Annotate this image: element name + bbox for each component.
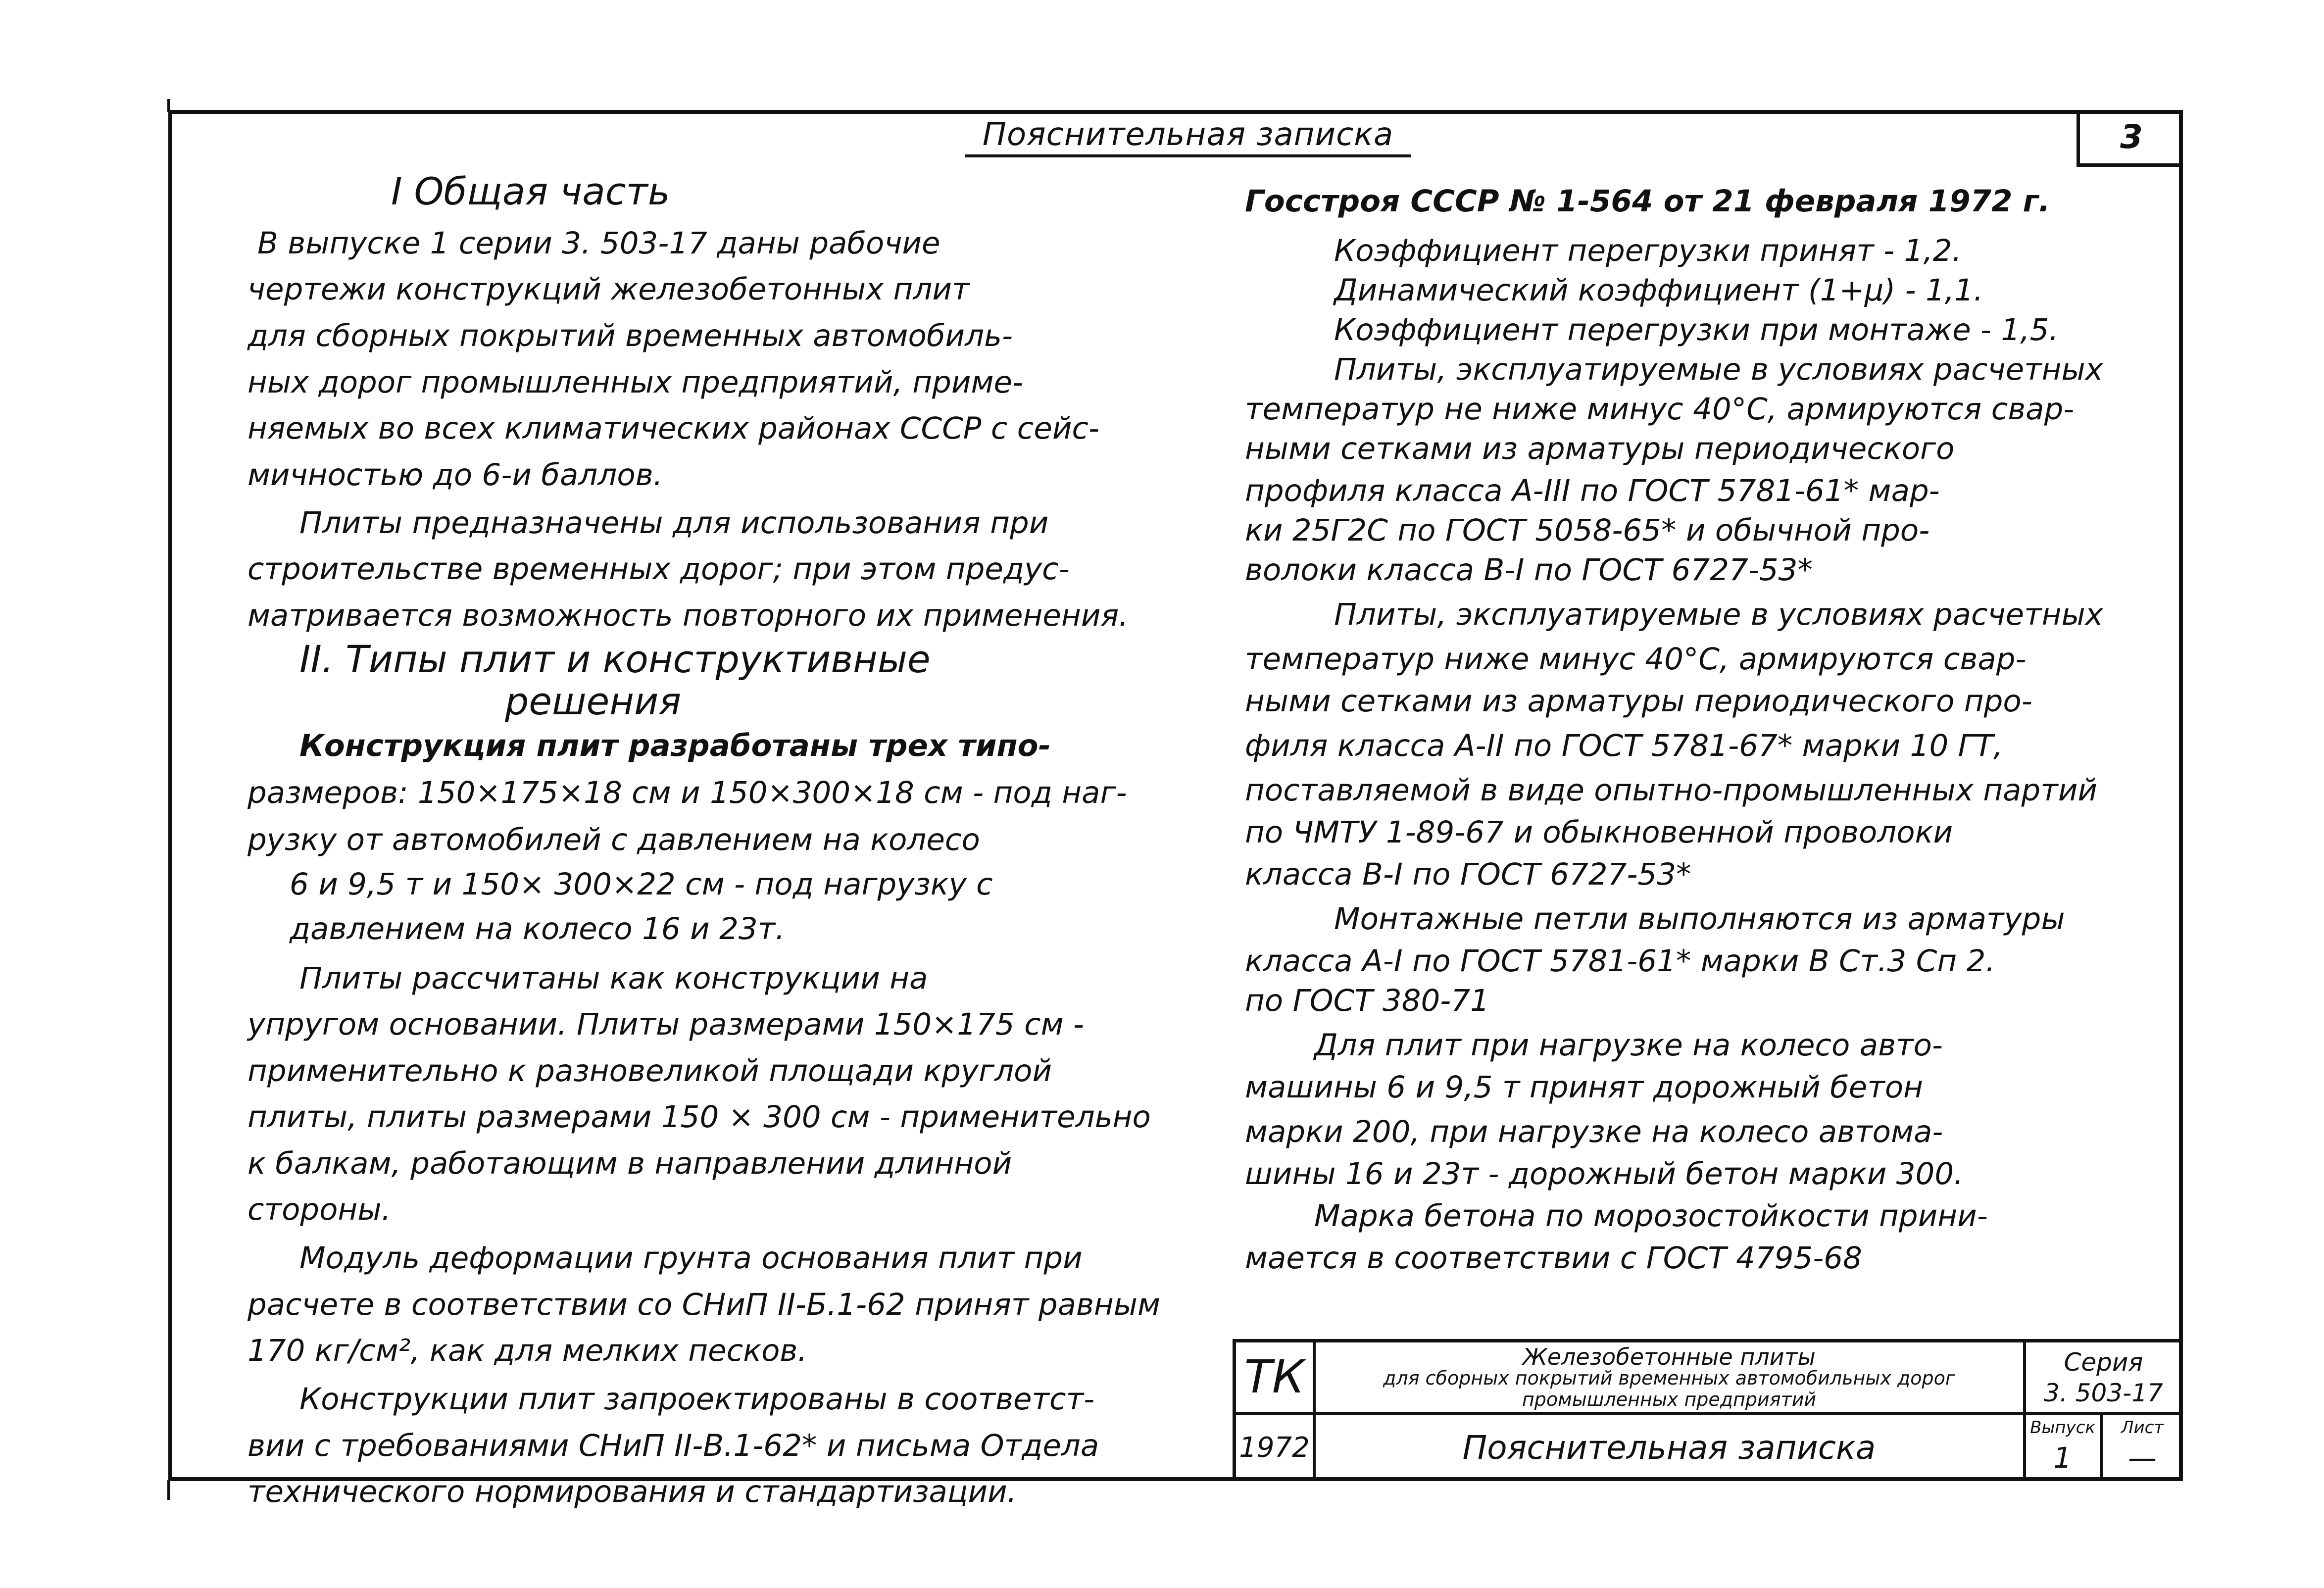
text-line: Модуль деформации грунта основания плит при (299, 1241, 1083, 1276)
text-line: 170 кг/см², как для мелких песков. (247, 1333, 807, 1368)
page-title: Пояснительная записка (965, 115, 1411, 157)
text-line: матривается возможность повторного их применения. (247, 598, 1129, 633)
series-label: Серия (2064, 1348, 2143, 1377)
text-line: мичностью до 6-и баллов. (247, 457, 663, 493)
text-line: Плиты, эксплуатируемые в условиях расчетных (1334, 352, 2103, 387)
text-line: ными сетками из арматуры периодического про- (1245, 684, 2032, 719)
section-2-title-line-2: решения (505, 679, 682, 723)
text-line: В выпуске 1 серии 3. 503-17 даны рабочие (257, 226, 940, 261)
text-line: стороны. (247, 1192, 391, 1227)
text-line: давлением на колесо 16 и 23т. (290, 911, 785, 946)
text-line: вии с требованиями СНиП II-В.1-62* и письма Отдела (247, 1428, 1099, 1463)
text-line: мается в соответствии с ГОСТ 4795-68 (1245, 1241, 1862, 1276)
section-1-title: I Общая часть (391, 169, 670, 213)
text-line: ными сетками из арматуры периодического (1245, 431, 1955, 466)
text-line: по ГОСТ 380-71 (1245, 983, 1489, 1018)
text-line: Конструкция плит разработаны трех типо- (299, 728, 1051, 763)
text-line: строительстве временных дорог; при этом предус- (247, 551, 1070, 587)
product-line-2: для сборных покрытий временных автомобильных дорог (1383, 1367, 1955, 1389)
text-line: Для плит при нагрузке на колесо авто- (1314, 1028, 1943, 1063)
text-line: применительно к разновеликой площади круглой (247, 1053, 1052, 1089)
text-line: размеров: 150×175×18 см и 150×300×18 см - под наг- (247, 775, 1127, 810)
text-line: Плиты рассчитаны как конструкции на (299, 961, 928, 996)
text-line: рузку от автомобилей с давлением на колесо (247, 822, 980, 857)
text-line: температур ниже минус 40°С, армируются свар- (1245, 642, 2027, 677)
text-line: Коэффициент перегрузки при монтаже - 1,5. (1334, 312, 2059, 347)
frame-tick-top (167, 99, 170, 112)
text-line: класса А-I по ГОСТ 5781-61* марки В Ст.3 Сп 2. (1245, 943, 1995, 979)
text-line: упругом основании. Плиты размерами 150×175 см - (247, 1007, 1085, 1042)
text-line: няемых во всех климатических районах СССР с сейс- (247, 411, 1100, 446)
text-line: профиля класса А-III по ГОСТ 5781-61* мар- (1245, 473, 1940, 508)
text-line: технического нормирования и стандартизации. (247, 1474, 1017, 1509)
product-line-3: промышленных предприятий (1522, 1389, 1817, 1410)
series-value: 3. 503-17 (2044, 1379, 2163, 1407)
text-line: поставляемой в виде опытно-промышленных партий (1245, 773, 2097, 808)
text-line: ных дорог промышленных предприятий, приме- (247, 365, 1024, 400)
text-line: температур не ниже минус 40°С, армируются свар- (1245, 392, 2075, 427)
text-line: плиты, плиты размерами 150 × 300 см - применительно (247, 1099, 1151, 1135)
text-line: шины 16 и 23т - дорожный бетон марки 300. (1245, 1156, 1964, 1191)
text-line: Плиты предназначены для использования при (299, 505, 1049, 541)
issue-label: Выпуск (2030, 1418, 2095, 1438)
product-line-1: Железобетонные плиты (1523, 1343, 1816, 1370)
text-line: Монтажные петли выполняются из арматуры (1334, 901, 2065, 937)
issue-value: 1 (2053, 1441, 2072, 1475)
year: 1972 (1239, 1432, 1310, 1464)
text-line: Конструкции плит запроектированы в соответст- (299, 1382, 1095, 1417)
sheet-label: Лист (2121, 1418, 2164, 1438)
text-line: 6 и 9,5 т и 150× 300×22 см - под нагрузку с (290, 867, 993, 902)
text-line: волоки класса В-I по ГОСТ 6727-53* (1245, 552, 1813, 588)
text-line: по ЧМТУ 1-89-67 и обыкновенной проволоки (1245, 815, 1953, 850)
text-line: класса В-I по ГОСТ 6727-53* (1245, 857, 1691, 892)
sheet-number: 3 (2077, 110, 2183, 167)
text-line: расчете в соответствии со СНиП II-Б.1-62 принят равным (247, 1287, 1160, 1322)
text-line: Плиты, эксплуатируемые в условиях расчетных (1334, 597, 2103, 632)
text-line: чертежи конструкций железобетонных плит (247, 272, 970, 307)
frame-tick-bottom (167, 1480, 170, 1500)
text-line: Марка бетона по морозостойкости прини- (1314, 1198, 1988, 1234)
text-line: для сборных покрытий временных автомобиль- (247, 318, 1013, 353)
text-line: Госстроя СССР № 1-564 от 21 февраля 1972 г. (1245, 184, 2050, 219)
text-line: марки 200, при нагрузке на колесо автома- (1245, 1114, 1943, 1149)
sheet-value: — (2128, 1441, 2157, 1475)
text-line: ки 25Г2С по ГОСТ 5058-65* и обычной про- (1245, 513, 1930, 548)
text-line: филя класса А-II по ГОСТ 5781-67* марки 10 ГТ, (1245, 728, 2003, 763)
title-block (1233, 1339, 2183, 1481)
doc-title: Пояснительная записка (1462, 1429, 1876, 1467)
text-line: машины 6 и 9,5 т принят дорожный бетон (1245, 1070, 1924, 1105)
text-line: к балкам, работающим в направлении длинной (247, 1146, 1012, 1181)
org-code: ТК (1244, 1350, 1305, 1403)
text-line: Динамический коэффициент (1+μ) - 1,1. (1334, 273, 1983, 308)
section-2-title: II. Типы плит и конструктивные (299, 637, 931, 681)
text-line: Коэффициент перегрузки принят - 1,2. (1334, 233, 1962, 268)
